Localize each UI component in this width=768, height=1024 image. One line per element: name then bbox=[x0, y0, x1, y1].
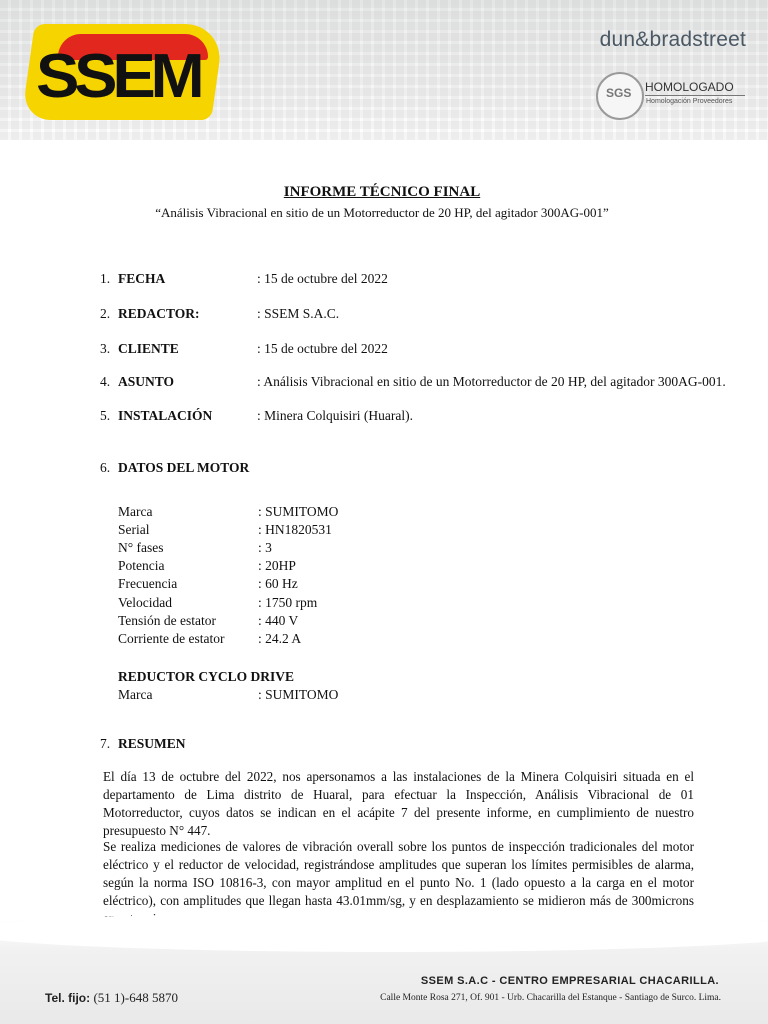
motor-value: : 60 Hz bbox=[258, 576, 298, 591]
motor-value: : 1750 rpm bbox=[258, 595, 318, 610]
motor-value: : 3 bbox=[258, 540, 272, 555]
item-number: 2. bbox=[100, 306, 111, 321]
logo-text: SSEM bbox=[36, 42, 200, 111]
report-subtitle: “Análisis Vibracional en sitio de un Motorreductor de 20 HP, del agitador 300AG-001” bbox=[155, 205, 609, 220]
report-title: INFORME TÉCNICO FINAL bbox=[283, 184, 481, 200]
motor-value: : 24.2 A bbox=[258, 631, 302, 646]
item-number: 4. bbox=[100, 374, 111, 389]
reductor-label: Marca bbox=[118, 687, 153, 702]
item-value: : 15 de octubre del 2022 bbox=[257, 271, 388, 286]
reductor-value: : SUMITOMO bbox=[258, 687, 339, 702]
motor-label: Serial bbox=[118, 522, 150, 537]
item-label: INSTALACIÓN bbox=[118, 408, 213, 423]
motor-label: Potencia bbox=[118, 558, 165, 573]
item-number: 3. bbox=[100, 341, 111, 356]
motor-value: : HN1820531 bbox=[258, 522, 332, 537]
motor-value: : 440 V bbox=[258, 613, 299, 628]
resumen-paragraph-1: El día 13 de octubre del 2022, nos apersonamos a las instalaciones de la Minera Colquisiri situada en el departamento de Lima distrito de Huaral, para efectuar la Inspección, Análisis Vibracional de 01 Motorreductor, cuyos datos se indican en el acápite 7 del presente informe, en cumplimiento de nuestro presupuesto N° 447. bbox=[103, 769, 694, 838]
homologado-sublabel: Homologación Proveedores bbox=[646, 98, 733, 105]
item-label: FECHA bbox=[118, 271, 166, 286]
item-label: ASUNTO bbox=[118, 374, 175, 389]
sgs-label: SGS bbox=[606, 86, 632, 100]
item-label: RESUMEN bbox=[118, 736, 186, 751]
item-label: CLIENTE bbox=[118, 341, 179, 356]
motor-label: Marca bbox=[118, 504, 153, 519]
motor-value: : 20HP bbox=[258, 558, 296, 573]
phone-label: Tel. fijo: bbox=[45, 991, 91, 1005]
homologado-divider bbox=[645, 95, 745, 96]
motor-label: N° fases bbox=[118, 540, 164, 555]
motor-label: Corriente de estator bbox=[118, 631, 225, 646]
item-number: 6. bbox=[100, 460, 111, 475]
item-number: 1. bbox=[100, 271, 111, 286]
motor-label: Tensión de estator bbox=[118, 613, 217, 628]
item-label: DATOS DEL MOTOR bbox=[118, 460, 250, 475]
homologado-label: HOMOLOGADO bbox=[645, 80, 734, 94]
item-label: REDACTOR: bbox=[118, 306, 200, 321]
ssem-logo bbox=[28, 24, 218, 120]
resumen-paragraph-2: Se realiza mediciones de valores de vibración overall sobre los puntos de inspección tradicionales del motor eléctrico y el reductor de velocidad, registrándose amplitudes que superan los límites permisibles de alarma, según la norma ISO 10816-3, con mayor amplitud en el punto No. 1 (lado opuesto a la carga en el motor eléctrico), con amplitudes que llegan hasta 43.01mm/sg, y en desplazamiento se midieron más de 300microns bbox=[103, 839, 694, 908]
item-value: : SSEM S.A.C. bbox=[257, 306, 340, 321]
item-number: 5. bbox=[100, 408, 111, 423]
motor-label: Velocidad bbox=[118, 595, 172, 610]
motor-value: : SUMITOMO bbox=[258, 504, 339, 519]
footer-company: SSEM S.A.C - CENTRO EMPRESARIAL CHACARILLA. bbox=[420, 975, 719, 987]
footer-curve-decoration bbox=[0, 912, 768, 952]
letterhead-header bbox=[0, 0, 768, 140]
reductor-heading: REDUCTOR CYCLO DRIVE bbox=[118, 669, 295, 684]
footer-phone bbox=[45, 990, 178, 1006]
item-number: 7. bbox=[100, 736, 111, 751]
motor-label: Frecuencia bbox=[118, 576, 178, 591]
phone-value: (51 1)-648 5870 bbox=[93, 990, 178, 1005]
item-value: : 15 de octubre del 2022 bbox=[257, 341, 388, 356]
dun-bradstreet-logo: dun&bradstreet bbox=[599, 28, 746, 51]
item-value: : Análisis Vibracional en sitio de un Motorreductor de 20 HP, del agitador 300AG-001. bbox=[257, 374, 726, 389]
item-value: : Minera Colquisiri (Huaral). bbox=[257, 408, 413, 423]
footer-address: Calle Monte Rosa 271, Of. 901 - Urb. Chacarilla del Estanque - Santiago de Surco. Lima. bbox=[380, 993, 721, 1003]
